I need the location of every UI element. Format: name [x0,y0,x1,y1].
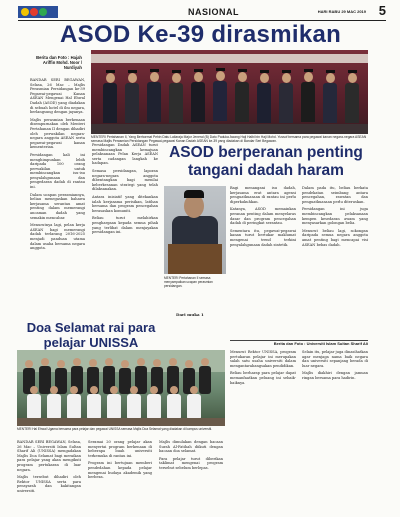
paragraph: Seramai 20 orang pelajar akan menyertai program berkenaan di beberapa buah universiti terkemuka di rantau ini. [88,440,152,458]
group-photo [17,350,225,426]
paragraph: Antara inisiatif yang ditekankan ialah kerjasama perisikan, latihan bersama dan program pencegahan berasaskan komuniti. [92,194,158,213]
second-story-column [302,186,368,331]
person-figure [235,69,249,123]
third-story-column [17,440,81,512]
paragraph: Beliau turut melahirkan penghargaan kepada semua pihak yang terlibat dalam menjayakan persidangan ini. [92,216,158,235]
paragraph: Majlis perasmian berkenaan disempurnakan oleh Menteri Pertahanan II dengan dihadiri oleh perwakilan negara-negara anggota ASEAN serta pegawai-pegawai kanan kementerian. [30,117,85,150]
speaker-songkok [184,190,204,198]
paragraph: Para pelajar turut diberikan taklimat mengenai program tersebut sebelum berlepas. [159,456,223,470]
paragraph: Persidangan ini juga membincangkan pelaksanaan kempen kesedaran awam yang menyasarkan golongan belia. [302,207,368,226]
second-headline: ASOD berperanan penting tangani dadah haram [169,144,363,179]
person-figure [213,68,227,122]
paragraph: Persidangan Dadah ASEAN turut membincangkan kemajuan pelaksanaan Pelan Kerja ASEAN serta cadangan langkah ke hadapan. [92,143,158,166]
paragraph: Persidangan kali ini menghimpunkan lebih daripada 100 orang perwakilan untuk membincangkan isu-isu penyalahgunaan dan pengedaran dadah di rantau ini. [30,152,85,190]
paragraph: Bagi menangani isu dadah, kerjasama erat antara agensi penguatkuasaan di rantau ini perlu diperkukuhkan. [230,186,296,204]
third-story-column [302,350,368,510]
masthead [18,3,386,21]
third-story-byline: Berita dan Foto : Universiti Islam Sultan Sharif Ali [273,341,368,346]
paragraph: Majlis tersebut dihadiri oleh Rektor UNISSA serta para pensyarah dan kakitangan universiti. [17,475,81,493]
paragraph: Beliau berharap para pelajar dapat memanfaatkan peluang ini sebaik-baiknya. [230,371,296,385]
person-figure [191,69,205,123]
paragraph: Katanya, ASOD memainkan peranan penting dalam menyelaras dasar dan program pencegahan dadah di peringkat serantau. [230,207,296,226]
continued-label: Dari muka 1 [176,312,204,317]
person-figure [125,70,139,124]
person-figure [257,70,271,124]
main-byline: Berita dan Foto : Hajah Ariffin Mohd. Noor / Nurdiyah [36,55,82,70]
group-photo-caption: MENTERI Hal Ehwal Ugama bersama para pelajar dan pegawai UNISSA semasa Majlis Doa Selamat yang diadakan di kampus universiti. [17,427,213,431]
second-story-column [230,186,296,331]
paragraph: Menurutnya lagi, pelan kerja ASEAN bagi memerangi dadah terlarang 2016-2025 menjadi panduan utama dalam usaha bersama negara anggota. [30,223,85,251]
paragraph: Menurut beliau lagi, sokongan daripada semua negara anggota amat penting bagi mencapai visi ASEAN bebas dadah. [302,228,368,247]
stage-floor [91,124,368,134]
paragraph: Dalam pada itu, beliau berkata pendekatan seimbang antara pencegahan, rawatan dan penguatkuasaan perlu diteruskan. [302,186,368,204]
person-figure [323,70,337,124]
person-figure [301,69,315,123]
paragraph: BANDAR SERI BEGAWAN, Selasa, 26 Mac – Universiti Islam Sultan Sharif Ali (UNISSA) mengadakan Majlis Doa Selamat bagi meraikan para pelajar yang akan mengikuti program pertukaran di luar negara. [17,440,81,472]
podium [168,244,222,274]
speaker-photo [164,186,226,274]
person-figure [103,70,117,124]
main-story-column [30,78,85,338]
paragraph: Selain itu, pelajar juga dinasihatkan agar menjaga nama baik negara dan universiti sepanjang berada di luar negara. [302,350,368,368]
issue-date: HARI RABU 29 MAC 2019 [317,9,366,14]
group-photo-figures [17,350,225,426]
person-figure [345,70,359,124]
third-headline: Doa Selamat rai para pelajar UNISSA [26,320,156,350]
main-photo [91,50,368,134]
paragraph: Dalam ucapan perasmiannya, beliau menegaskan bahawa kerjasama serantau amat penting dalam memerangi ancaman dadah yang semakin mencabar. [30,192,85,220]
paragraph: Program ini bertujuan memberi pendedahan kepada pelajar mengenai budaya akademik yang berbeza. [88,461,152,480]
newspaper-logo [18,6,58,18]
section-title: NASIONAL [188,7,239,17]
person-figure [147,69,161,123]
main-photo-caption: MENTERI Pertahanan II, Yang Berhormat Pehin Datu Lailaraja Major Jeneral (B) Dato Paduka Awang Haji Halbi bin Haji Mohd. Yussof bersama para pegawai kanan negara-negara ASEAN semasa Majlis Perasmian Persidangan Pegawai-pegawai Kanan Dadah ASEAN ke-39 yang diadakan di Bandar Seri Begawan. [91,135,367,143]
third-story-column [230,350,296,510]
person-figure [169,70,183,124]
speaker-photo-caption: MENTERI Pertahanan II semasa menyampaikan ucapan perasmian persidangan. [164,276,213,288]
paragraph: Majlis diakhiri dengan jamuan ringan bersama para hadirin. [302,371,368,380]
page-number: 5 [378,3,386,18]
main-headline: ASOD Ke-39 dirasmikan [60,21,342,48]
paragraph: Majlis dimulakan dengan bacaan Surah Al-Fatihah diikuti dengan bacaan doa selamat. [159,440,223,454]
paragraph: Semasa persidangan, laporan negara-negara anggota dibentangkan bagi menilai keberkesanan strategi yang telah dilaksanakan. [92,168,158,192]
paragraph: Sementara itu, pegawai-pegawai kanan turut bertukar maklumat mengenai trend terkini penyalahgunaan dadah sintetik. [230,228,296,247]
event-banner [91,54,368,63]
paragraph: Menurut Rektor UNISSA, program pertukaran pelajar ini merupakan salah satu usaha universiti dalam mengantarabangsakan pendidikan. [230,350,296,368]
third-story-column [159,440,223,512]
third-story-column [88,440,152,512]
main-story-column [92,143,158,313]
person-figure [279,70,293,124]
paragraph: BANDAR SERI BEGAWAN, Selasa, 26 Mac – Majlis Perasmian Persidangan ke-39 Pegawai-pegawai Kanan ASEAN Mengenai Hal Ehwal Dadah (ASOD) yang diadakan di sebuah hotel di ibu negara, berlangsung dengan jayanya. [30,78,85,115]
